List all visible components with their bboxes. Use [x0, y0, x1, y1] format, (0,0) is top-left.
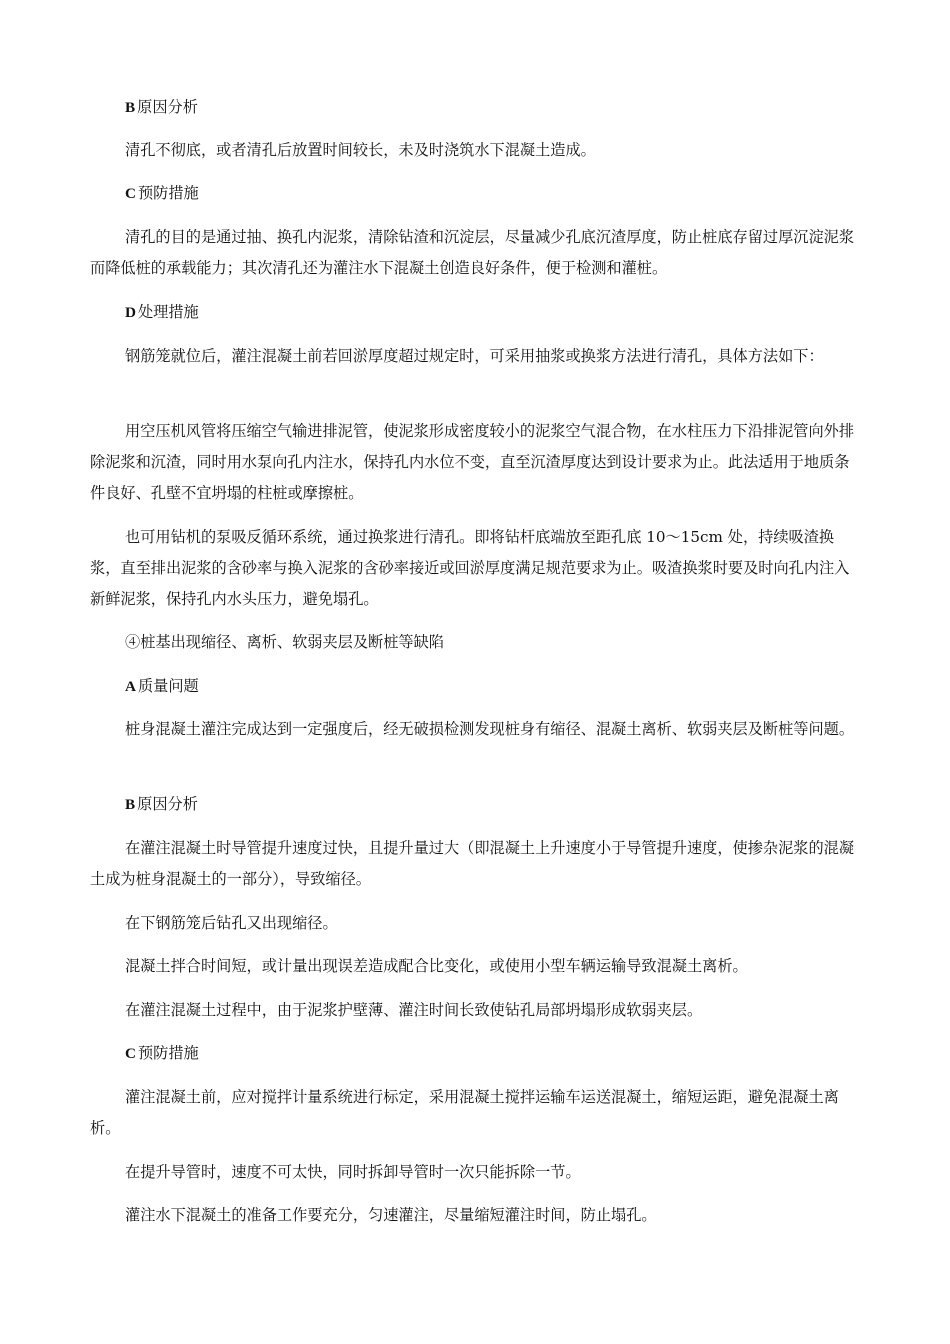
paragraph: 灌注混凝土前，应对搅拌计量系统进行标定，采用混凝土搅拌运输车运送混凝土，缩短运距，避免混凝土离析。	[90, 1088, 839, 1137]
paragraph: 在下钢筋笼后钻孔又出现缩径。	[125, 914, 338, 932]
paragraph: 用空压机风管将压缩空气输进排泥管，使泥浆形成密度较小的泥浆空气混合物，在水柱压力下沿排泥管向外排除泥浆和沉渣，同时用水泵向孔内注水，保持孔内水位不变，直至沉渣厚度达到设计要求为止。此法适用于地质条件良好、孔壁不宜坍塌的柱桩或摩擦桩。	[90, 422, 854, 502]
heading-title: 原因分析	[137, 98, 198, 116]
heading-label: C	[125, 1045, 136, 1062]
section-heading	[125, 1038, 199, 1069]
paragraph: 清孔不彻底，或者清孔后放置时间较长，未及时浇筑水下混凝土造成。	[125, 141, 596, 159]
heading-label: C	[125, 185, 136, 202]
section-heading	[125, 297, 199, 328]
heading-title: 预防措施	[137, 184, 199, 202]
heading-label: B	[125, 796, 136, 813]
paragraph: 灌注水下混凝土的准备工作要充分，匀速灌注，尽量缩短灌注时间，防止塌孔。	[125, 1206, 657, 1224]
section-heading	[125, 92, 198, 123]
paragraph: 桩身混凝土灌注完成达到一定强度后，经无破损检测发现桩身有缩径、混凝土离析、软弱夹层及断桩等问题。	[125, 720, 854, 738]
heading-title: 质量问题	[137, 677, 199, 695]
section-heading	[125, 671, 199, 702]
heading-label: A	[125, 678, 136, 695]
heading-title: 原因分析	[137, 795, 198, 813]
section-heading	[125, 178, 199, 209]
paragraph: 在提升导管时，速度不可太快，同时拆卸导管时一次只能拆除一节。	[125, 1163, 581, 1181]
paragraph: 钢筋笼就位后，灌注混凝土前若回淤厚度超过规定时，可采用抽浆或换浆方法进行清孔，具体方法如下：	[125, 347, 824, 365]
section-heading	[125, 789, 198, 820]
heading-title: 预防措施	[137, 1044, 199, 1062]
paragraph: 在灌注混凝土过程中，由于泥浆护壁薄、灌注时间长致使钻孔局部坍塌形成软弱夹层。	[125, 1001, 703, 1019]
paragraph: 清孔的目的是通过抽、换孔内泥浆，清除钻渣和沉淀层，尽量减少孔底沉渣厚度，防止桩底存留过厚沉淀泥浆而降低桩的承载能力；其次清孔还为灌注水下混凝土创造良好条件，便于检测和灌桩。	[90, 228, 854, 277]
paragraph: 也可用钻机的泵吸反循环系统，通过换浆进行清孔。即将钻杆底端放至距孔底 10～15cm 处，持续吸渣换浆，直至排出泥浆的含砂率与换入泥浆的含砂率接近或回淤厚度满足规范要求为止。吸渣换浆时要及时向孔内注入新鲜泥浆，保持孔内水头压力，避免塌孔。	[90, 528, 850, 608]
paragraph: 在灌注混凝土时导管提升速度过快，且提升量过大（即混凝土上升速度小于导管提升速度，使掺杂泥浆的混凝土成为桩身混凝土的一部分），导致缩径。	[90, 839, 854, 888]
paragraph: 混凝土拌合时间短，或计量出现误差造成配合比变化，或使用小型车辆运输导致混凝土离析。	[125, 957, 748, 975]
heading-label: D	[125, 304, 136, 321]
heading-label: B	[125, 99, 136, 116]
heading-title: 处理措施	[137, 303, 199, 321]
paragraph: ④桩基出现缩径、离析、软弱夹层及断桩等缺陷	[125, 633, 444, 651]
